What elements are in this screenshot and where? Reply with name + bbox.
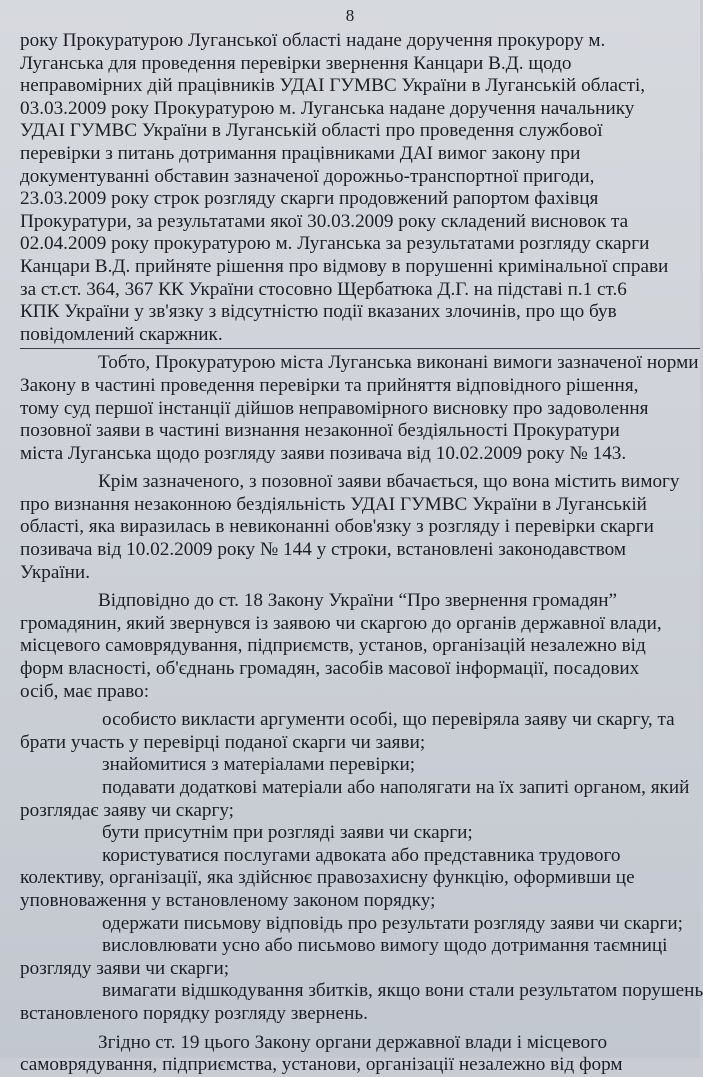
text-line: місцевого самоврядування, підприємств, установ, організацій незалежно від	[20, 635, 646, 657]
text-line: позовної заяви в частині визнання незаконної бездіяльності Прокуратури	[20, 420, 620, 442]
list-item-cont: брати участь у перевірці поданої скарги чи заяви;	[20, 731, 426, 753]
page-number: 8	[345, 6, 355, 25]
paragraph-article-19	[20, 1032, 700, 1077]
text-line: Відповідно до ст. 18 Закону України “Про звернення громадян”	[98, 590, 618, 612]
document-body	[0, 30, 703, 1076]
list-item-cont: уповноваження у встановленому законом порядку;	[20, 889, 436, 911]
text-line: області, яка виразилась в невиконанні обов'язку з розгляду і перевірки скарги	[20, 516, 654, 538]
text-line: тому суд першої інстанції дійшов неправомірного висновку про задоволення	[20, 397, 649, 419]
text-line: громадянин, який звернувся із заявою чи скаргою до органів державної влади,	[20, 612, 662, 634]
text-line: року Прокуратурою Луганської області надане доручення прокурору м.	[20, 30, 606, 51]
text-line: України.	[20, 561, 90, 583]
text-line: Згідно ст. 19 цього Закону органи державної влади і місцевого	[98, 1031, 608, 1053]
divider-line	[20, 348, 700, 349]
list-item: бути присутнім при розгляді заяви чи скарги;	[102, 822, 473, 844]
list-item: особисто викласти аргументи особі, що перевіряла заяву чи скаргу, та	[102, 709, 675, 731]
text-line: Закону в частині проведення перевірки та прийняття відповідного рішення,	[20, 374, 639, 396]
text-line: 03.03.2009 року Прокуратурою м. Луганська надане доручення начальнику	[20, 97, 635, 119]
paragraph-article-18	[20, 590, 700, 703]
text-line: Прокуратури, за результатами якої 30.03.2009 року складений висновок та	[20, 210, 629, 232]
paragraph-udai-claim	[20, 471, 700, 584]
list-item-cont: встановленого порядку розгляду звернень.	[20, 1002, 368, 1024]
list-item-cont: розгляду заяви чи скарги;	[20, 957, 230, 979]
text-line: Тобто, Прокуратурою міста Луганська виконані вимоги зазначеної норми	[98, 352, 699, 374]
list-item: вимагати відшкодування збитків, якщо вони стали результатом порушень	[102, 980, 703, 1002]
list-item: знайомитися з матеріалами перевірки;	[102, 754, 416, 776]
text-line: за ст.ст. 364, 367 КК України стосовно Щербатюка Д.Г. на підставі п.1 ст.6	[20, 278, 627, 300]
text-line: Канцари В.Д. прийняте рішення про відмову в порушенні кримінальної справи	[20, 255, 669, 277]
paragraph-continuation	[20, 30, 700, 346]
text-line: документуванні обставин зазначеної дорожньо-транспортної пригоди,	[20, 165, 595, 187]
text-line: 23.03.2009 року строк розгляду скарги продовжений рапортом фахівця	[20, 188, 599, 210]
text-line: Крім зазначеного, з позовної заяви вбачається, що вона містить вимогу	[98, 471, 680, 493]
text-line: УДАІ ГУМВС України в Луганській області про проведення службової	[20, 120, 603, 142]
paragraph-prosecutor-conclusion	[20, 352, 700, 465]
list-item-cont: колективу, організації, яка здійснює правозахисну функцію, оформивши це	[20, 867, 635, 889]
text-line: міста Луганська щодо розгляду заяви позивача від 10.02.2009 року № 143.	[20, 442, 627, 464]
text-line: осіб, має право:	[20, 680, 150, 702]
list-item: одержати письмову відповідь про результати розгляду заяви чи скарги;	[102, 912, 683, 934]
text-line: 02.04.2009 року прокуратурою м. Луганська за результатами розгляду скарги	[20, 233, 650, 255]
list-item: користуватися послугами адвоката або представника трудового	[102, 844, 621, 866]
text-line: самоврядування, підприємства, установи, організації незалежно від форм	[20, 1054, 623, 1076]
rights-list	[20, 709, 703, 1025]
text-line: перевірки з питань дотримання працівниками ДАІ вимог закону при	[20, 142, 581, 164]
text-line: Луганська для проведення перевірки звернення Канцари В.Д. щодо	[20, 52, 572, 74]
text-line: позивача від 10.02.2009 року № 144 у строки, встановлені законодавством	[20, 539, 627, 561]
list-item: висловлювати усно або письмово вимогу щодо дотримання таємниці	[102, 935, 668, 957]
text-line: КПК України у зв'язку з відсутністю події вказаних злочинів, про що був	[20, 301, 617, 323]
text-line: неправомірних дій працівників УДАІ ГУМВС України в Луганській області,	[20, 75, 646, 97]
text-line: про визнання незаконною бездіяльність УДАІ ГУМВС України в Луганській	[20, 493, 647, 515]
list-item: подавати додаткові матеріали або наполягати на їх запиті органом, який	[102, 777, 690, 798]
list-item-cont: розглядає заяву чи скаргу;	[20, 799, 235, 821]
text-line: повідомлений скаржник.	[20, 323, 223, 345]
text-line: форм власності, об'єднань громадян, засобів масової інформації, посадових	[20, 658, 640, 680]
